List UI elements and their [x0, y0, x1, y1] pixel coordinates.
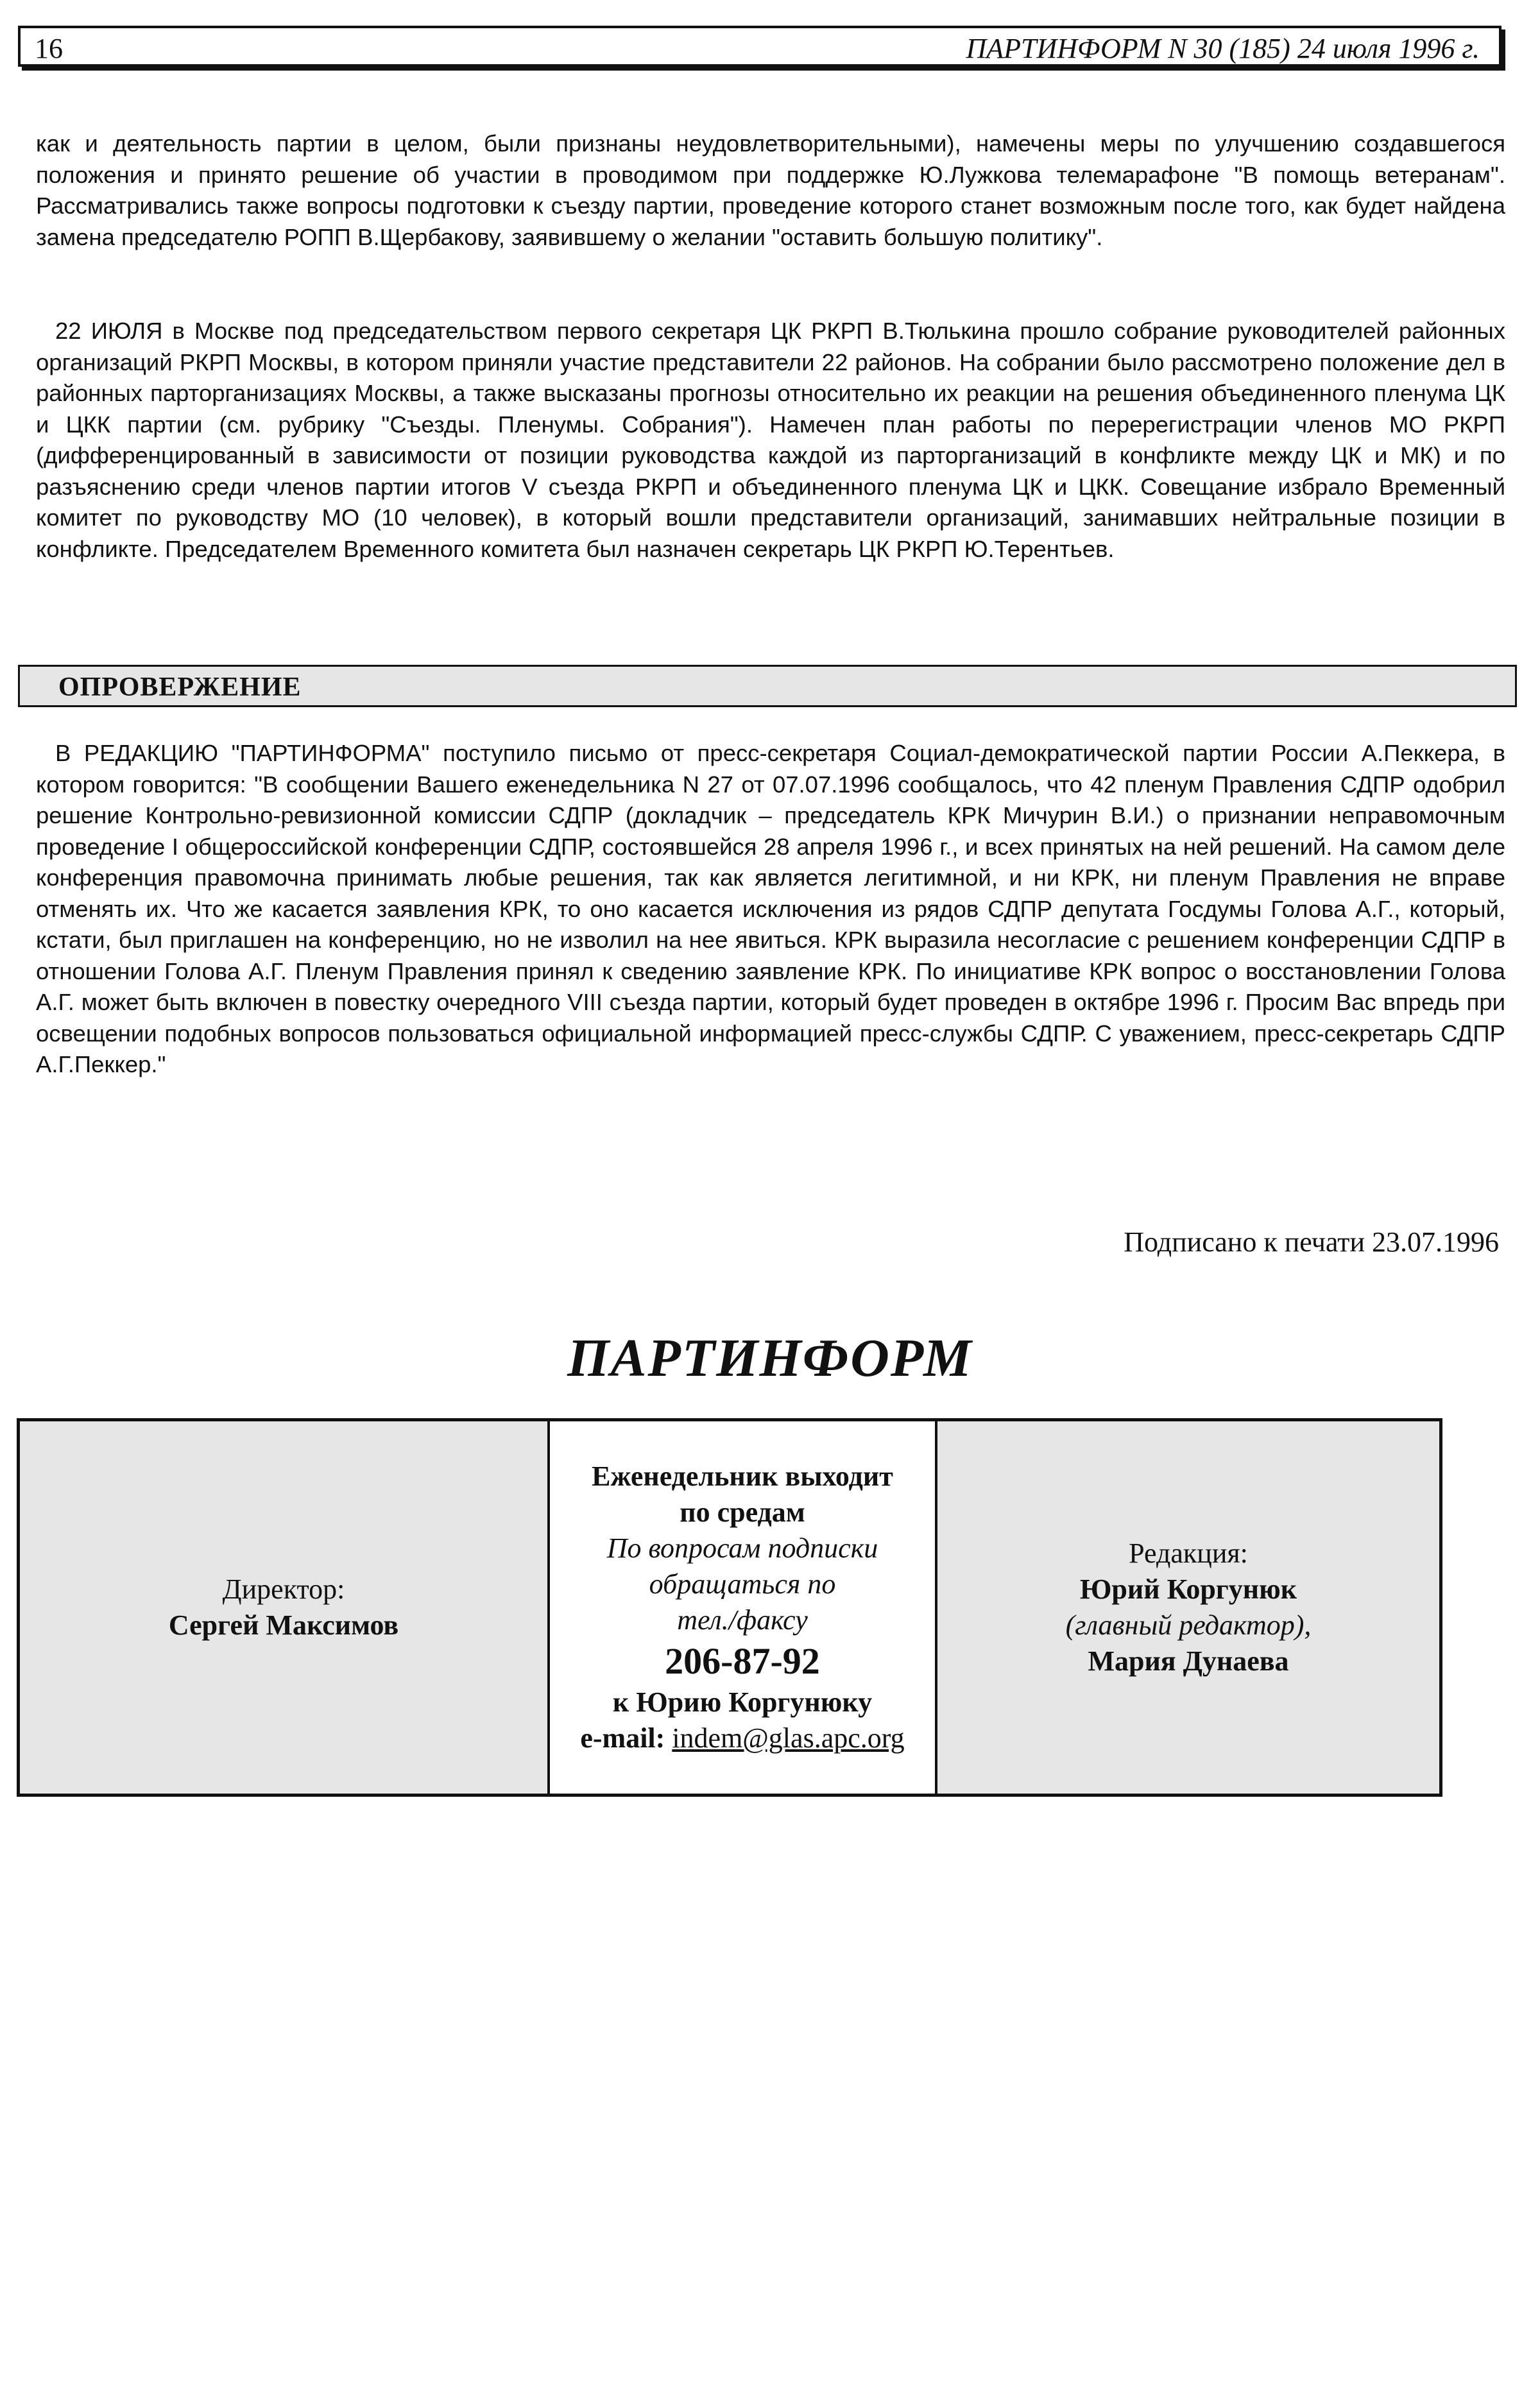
email-row: [580, 1720, 904, 1756]
director-label: Директор:: [222, 1573, 345, 1605]
masthead-table: [17, 1418, 1442, 1797]
weekly-line-1: Еженедельник выходит: [592, 1461, 893, 1492]
section-header-bar: [18, 665, 1517, 707]
contact-person: к Юрию Коргунюку: [612, 1686, 873, 1718]
signed-to-print: Подписано к печати 23.07.1996: [1124, 1226, 1499, 1258]
page-number: 16: [35, 33, 63, 64]
article-paragraph-continued: как и деятельность партии в целом, были признаны неудовлетворительными), намечены меры по улучшению создавшегося положения и принято решение об участии в проводимом при поддержке Ю.Лужкова телемарафоне "В помощь ветеранам". Рассматривались также вопросы подготовки к съезду партии, проведение которого станет возможным после того, как будет найдена замена председателю РОПП В.Щербакову, заявившему о желании "оставить большую политику".: [36, 130, 1505, 250]
email-link[interactable]: indem@glas.apc.org: [672, 1722, 905, 1754]
email-label: e-mail:: [580, 1722, 665, 1754]
phone-number: 206-87-92: [665, 1640, 820, 1682]
issue-info: ПАРТИНФОРМ N 30 (185) 24 июля 1996 г.: [966, 33, 1480, 64]
refutation-paragraph: В РЕДАКЦИЮ "ПАРТИНФОРМА" поступило письмо от пресс-секретаря Социал-демократической партии России А.Пеккера, в котором говорится: "В сообщении Вашего еженедельника N 27 от 07.07.1996 сообщалось, что 42 пленум Правления СДПР одобрил решение Контрольно-ревизионной комиссии СДПР (докладчик – председатель КРК Мичурин В.И.) о признании неправомочным проведение I общероссийской конференции СДПР, состоявшейся 28 апреля 1996 г., и всех принятых на ней решений. На самом деле конференция правомочна принимать любые решения, так как является легитимной, и ни КРК, ни пленум Правления не вправе отменять их. Что же касается заявления КРК, то оно касается исключения из рядов СДПР депутата Госдумы Голова А.Г., который, кстати, был приглашен на конференцию, но не изволил на нее явиться. КРК выразила несогласие с решением конференции СДПР в отношении Голова А.Г. Пленум Правления принял к сведению заявление КРК. По инициативе КРК вопрос о восстановлении Голова А.Г. может быть включен в повестку очередного VIII съезда партии, который будет проведен в октябре 1996 г. Просим Вас впредь при освещении подобных вопросов пользоваться официальной информацией пресс-службы СДПР. С уважением, пресс-секретарь СДПР А.Г.Пеккер.": [36, 740, 1505, 1077]
editor2-name: Мария Дунаева: [1088, 1645, 1289, 1677]
director-name: Сергей Максимов: [168, 1609, 399, 1641]
article-paragraph-rkrp: 22 ИЮЛЯ в Москве под председательством первого секретаря ЦК РКРП В.Тюлькина прошло собрание руководителей районных организаций РКРП Москвы, в котором приняли участие представители 22 районов. На собрании было рассмотрено положение дел в районных парторганизациях Москвы, а также высказаны прогнозы относительно их реакции на решения объединенного пленума ЦК и ЦКК партии (см. рубрику "Съезды. Пленумы. Собрания"). Намечен план работы по перерегистрации членов МО РКРП (дифференцированный в зависимости от позиции руководства каждой из парторганизаций в конфликте между ЦК и МК) и по разъяснению среди членов партии итогов V съезда РКРП и объединенного пленума ЦК и ЦКК. Совещание избрало Временный комитет по руководству МО (10 человек), в который вошли представители организаций, занимавших нейтральные позиции в конфликте. Председателем Временного комитета был назначен секретарь ЦК РКРП Ю.Терентьев.: [36, 318, 1505, 562]
subscription-line-1: По вопросам подписки: [606, 1532, 878, 1564]
editorial-label: Редакция:: [1129, 1538, 1248, 1569]
editor-role: (главный редактор),: [1065, 1609, 1312, 1641]
editorial-cell: [937, 1421, 1439, 1794]
publication-info-cell: [550, 1421, 937, 1794]
section-title: ОПРОВЕРЖЕНИЕ: [58, 673, 302, 702]
director-cell: [20, 1421, 550, 1794]
subscription-line-3: тел./факсу: [677, 1604, 808, 1636]
weekly-line-2: по средам: [680, 1496, 805, 1528]
masthead-title: ПАРТИНФОРМ: [567, 1328, 973, 1388]
subscription-line-2: обращаться по: [649, 1568, 836, 1600]
editor-name: Юрий Коргунюк: [1079, 1573, 1297, 1605]
page-header: [18, 26, 1502, 67]
